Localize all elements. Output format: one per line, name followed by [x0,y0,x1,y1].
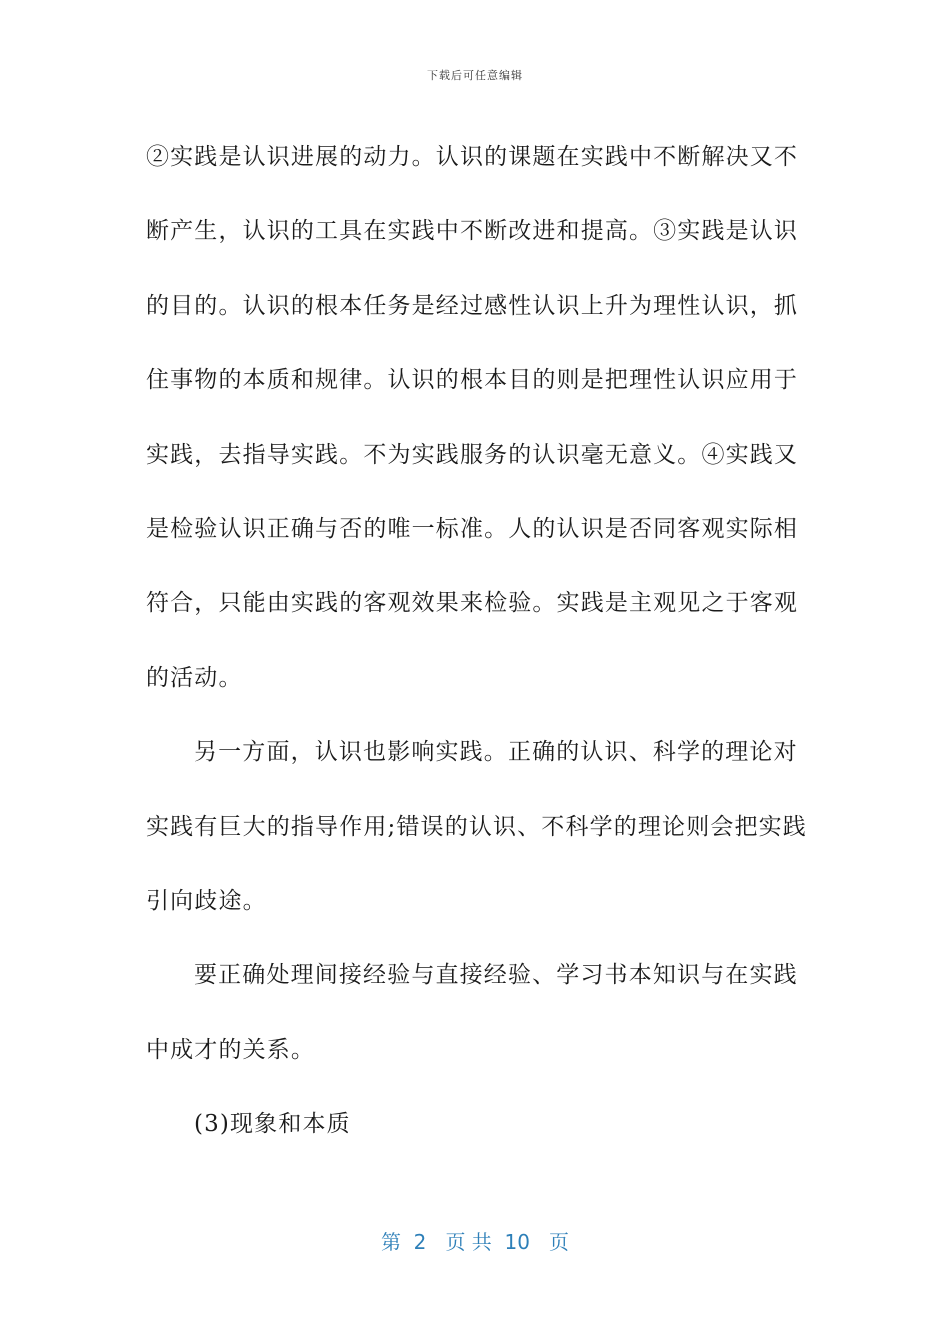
text-line: 符合，只能由实践的客观效果来检验。实践是主观见之于客观 [146,590,799,617]
text-line: 要正确处理间接经验与直接经验、学习书本知识与在实践 [194,962,798,989]
text-line: 实践有巨大的指导作用;错误的认识、不科学的理论则会把实践 [146,813,807,840]
page-number-footer: 第 2 页 共 10 页 [380,1230,570,1254]
text-line: 的目的。认识的根本任务是经过感性认识上升为理性认识，抓 [146,292,799,319]
text-line: 的活动。 [146,664,243,691]
text-line: 实践，去指导实践。不为实践服务的认识毫无意义。④实践又 [146,441,799,468]
section-heading [146,1087,806,1161]
text-line: 中成才的关系。 [146,1036,316,1063]
header-note: 下载后可任意编辑 [427,69,523,82]
text-line: 住事物的本质和规律。认识的根本目的则是把理性认识应用于 [146,367,799,394]
paragraph-2 [146,715,806,938]
paragraph-3 [146,938,806,1087]
section-heading-text: (3)现象和本质 [194,1111,351,1138]
text-line: 断产生，认识的工具在实践中不断改进和提高。③实践是认识 [146,218,799,245]
text-line: 是检验认识正确与否的唯一标准。人的认识是否同客观实际相 [146,516,799,543]
text-line: 另一方面，认识也影响实践。正确的认识、科学的理论对 [194,739,798,766]
text-line: ②实践是认识进展的动力。认识的课题在实践中不断解决又不 [146,144,799,170]
text-line: 引向歧途。 [146,888,267,915]
paragraph-1 [146,120,806,715]
document-body [146,120,806,1162]
